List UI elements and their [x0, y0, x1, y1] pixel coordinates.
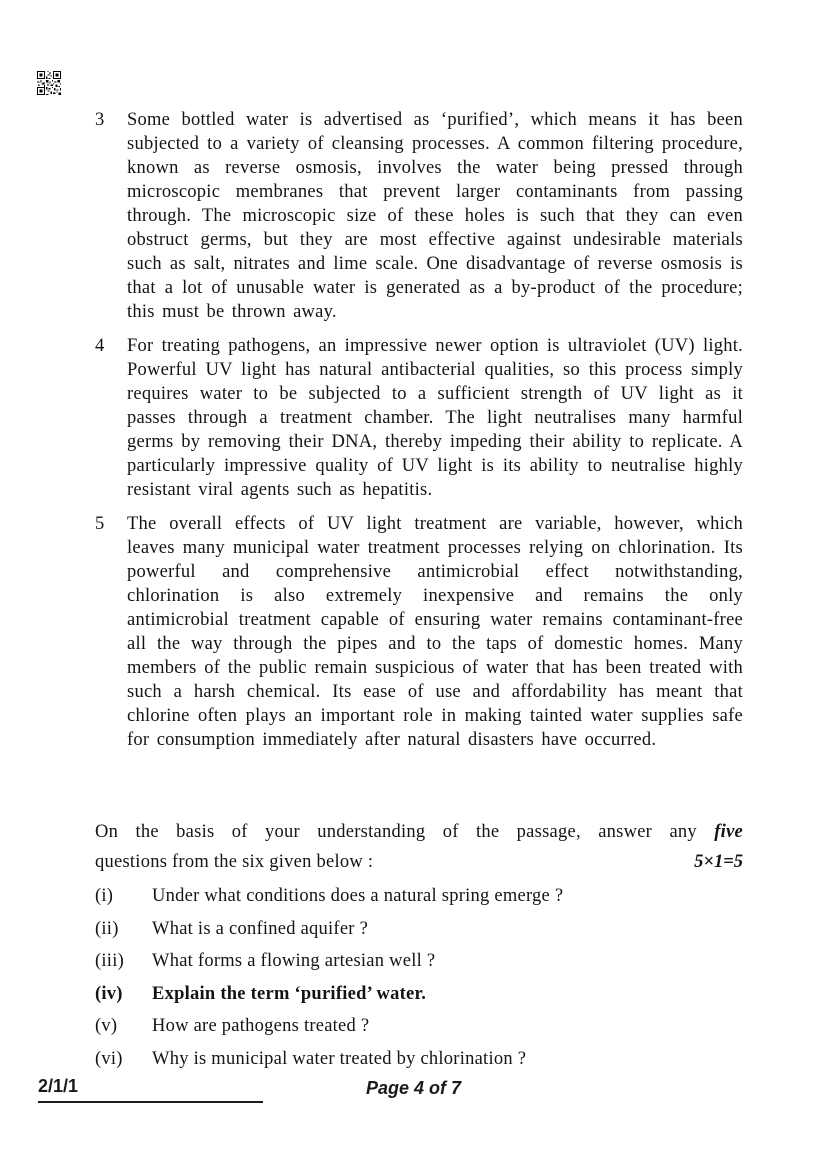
- instruction-text: On the basis of your understanding of the passage, answer any: [95, 822, 697, 842]
- content-column: [95, 108, 743, 1079]
- paragraph-number: 3: [95, 110, 105, 130]
- page-indicator: Page 4 of 7: [365, 1078, 462, 1098]
- paragraph-number: 4: [95, 336, 105, 356]
- question-number: (v): [95, 1016, 118, 1036]
- question-text: How are pathogens treated ?: [152, 1016, 370, 1036]
- question-item: [95, 917, 743, 941]
- paragraph-text: The overall effects of UV light treatment are variable, however, which leaves many municipal water treatment processes relying on chlorination. Its powerful and comprehensive antimicrobial effect notwithstanding, chlorination is also extremely inexpensive and remains the only antimicrobial treatment capable of ensuring water remains contaminant-free all the way through the pipes and to the taps of domestic homes. Many members of the public remain suspicious of water that has been treated with such a harsh chemical. Its ease of use and affordability has meant that chlorine often plays an important role in making tainted water supplies safe for consumption immediately after natural disasters have occurred.: [127, 514, 743, 750]
- question-text: Explain the term ‘purified’ water.: [152, 983, 427, 1004]
- qr-code-icon: [37, 71, 61, 95]
- question-text: Under what conditions does a natural spring emerge ?: [152, 886, 564, 906]
- question-text: Why is municipal water treated by chlorination ?: [152, 1048, 527, 1069]
- question-text: What is a confined aquifer ?: [152, 918, 369, 939]
- question-number: (iii): [95, 951, 124, 971]
- paragraph-text: Some bottled water is advertised as ‘purified’, which means it has been subjected to a variety of cleansing processes. A common filtering procedure, known as reverse osmosis, involves the water being pressed through microscopic membranes that prevent larger contaminants from passing through. The microscopic size of these holes is such that they can even obstruct germs, but they are most effective against undesirable materials such as salt, nitrates and lime scale. One disadvantage of reverse osmosis is that a lot of unusable water is generated as a by-product of the procedure; this must be thrown away.: [127, 110, 743, 322]
- instruction-line-2: [95, 850, 743, 874]
- passage-section: [95, 108, 743, 820]
- instruction-line-1: [95, 820, 743, 844]
- footer-underline: [38, 1101, 263, 1103]
- passage-paragraph-3: [95, 108, 743, 324]
- question-number: (iv): [95, 983, 123, 1004]
- passage-paragraph-4: [95, 334, 743, 502]
- question-number: (ii): [95, 918, 119, 939]
- question-item: [95, 1047, 743, 1071]
- instruction-block: [95, 820, 743, 874]
- paragraph-number: 5: [95, 514, 105, 534]
- passage-paragraph-5: [95, 512, 743, 752]
- question-item: [95, 1014, 743, 1038]
- paragraph-text: For treating pathogens, an impressive newer option is ultraviolet (UV) light. Powerful UV light has natural antibacterial qualities, so this process simply requires water to be subjected to a sufficient strength of UV light as it passes through a treatment chamber. The light neutralises many harmful germs by removing their DNA, thereby impeding their ability to replicate. A particularly impressive quality of UV light is its ability to neutralise highly resistant viral agents such as hepatitis.: [127, 336, 743, 500]
- question-item: [95, 884, 743, 908]
- question-number: (vi): [95, 1048, 123, 1069]
- paper-code: 2/1/1: [38, 1076, 79, 1096]
- instruction-text: questions from the six given below :: [95, 852, 374, 872]
- question-number: (i): [95, 886, 114, 906]
- emphasis-five: five: [714, 822, 743, 842]
- question-item: [95, 949, 743, 973]
- marks-label: 5×1=5: [694, 852, 743, 872]
- questions-list: [95, 884, 743, 1071]
- question-item: [95, 982, 743, 1006]
- question-text: What forms a flowing artesian well ?: [152, 951, 436, 971]
